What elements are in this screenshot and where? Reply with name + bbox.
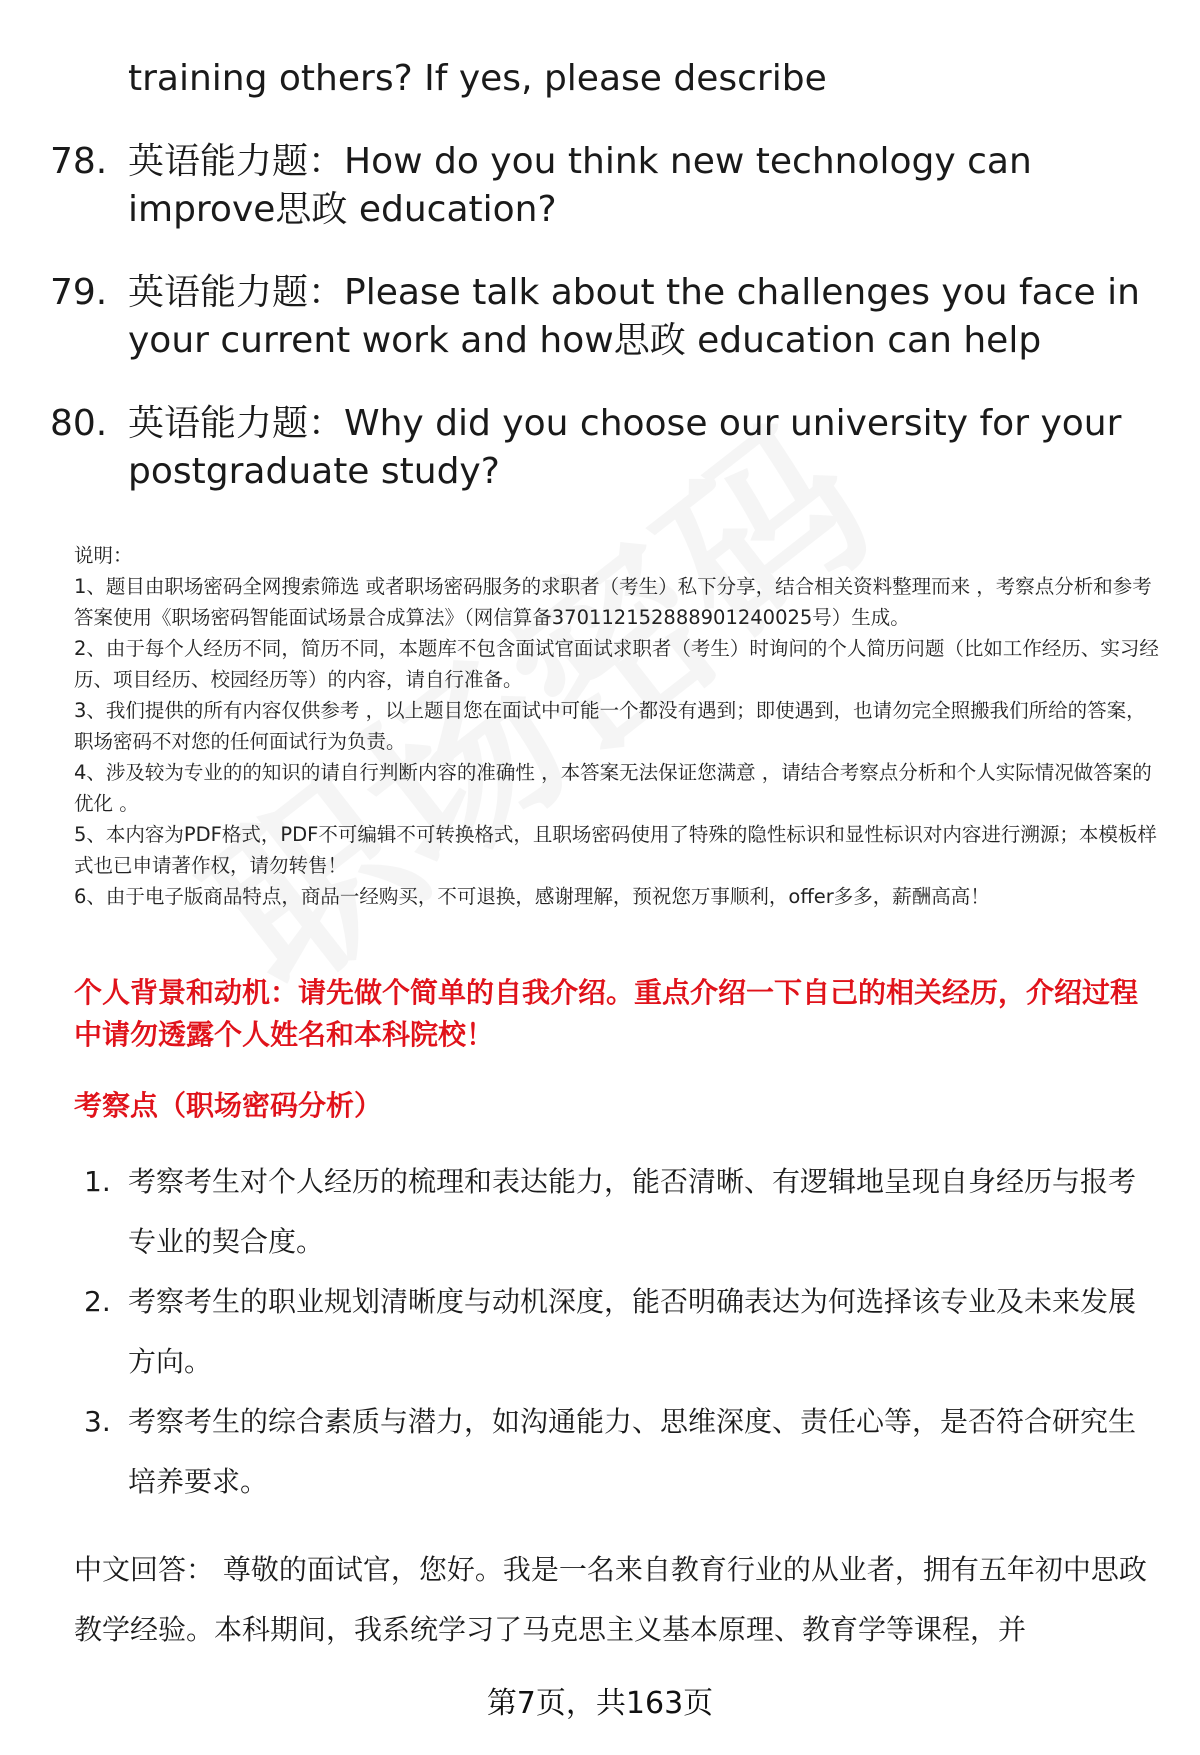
page-number: 第7页，共163页	[486, 1686, 714, 1721]
analysis-point	[74, 1392, 1154, 1512]
point-text: 考察考生的职业规划清晰度与动机深度，能否明确表达为何选择该专业及未来发展方向。	[128, 1285, 1137, 1378]
section-heading: 个人背景和动机：请先做个简单的自我介绍。重点介绍一下自己的相关经历，介绍过程中请勿透露个人姓名和本科院校！	[74, 976, 1139, 1051]
analysis-point	[74, 1152, 1154, 1272]
section-subheading: 考察点（职场密码分析）	[74, 1089, 383, 1122]
question-list	[50, 55, 1170, 531]
notes-line: 6、由于电子版商品特点，商品一经购买，不可退换，感谢理解，预祝您万事顺利，offer多多，薪酬高高！	[74, 885, 990, 908]
question-text: 英语能力题：How do you think new technology can improve思政 education?	[128, 141, 1032, 230]
question-continuation: training others? If yes, please describe	[128, 58, 827, 99]
notes-line: 2、由于每个人经历不同，简历不同，本题库不包含面试官面试求职者（考生）时询问的个人简历问题（比如工作经历、实习经历、项目经历、校园经历等）的内容，请自行准备。	[74, 637, 1159, 691]
analysis-point	[74, 1272, 1154, 1392]
question-number: 79.	[50, 272, 108, 313]
point-number: 1.	[84, 1165, 111, 1198]
notes-line: 5、本内容为PDF格式，PDF不可编辑不可转换格式，且职场密码使用了特殊的隐性标识和显性标识对内容进行溯源；本模板样式也已申请著作权，请勿转售！	[74, 823, 1157, 877]
question-text: 英语能力题：Why did you choose our university for your postgraduate study?	[128, 403, 1122, 492]
question-item	[50, 400, 1170, 496]
point-number: 3.	[84, 1405, 111, 1438]
question-text: 英语能力题：Please talk about the challenges you face in your current work and how思政 education can help	[128, 272, 1140, 361]
notes-block	[74, 540, 1164, 912]
question-item	[50, 138, 1170, 234]
notes-line: 4、涉及较为专业的的知识的请自行判断内容的准确性 ，本答案无法保证您满意 ，请结合考察点分析和个人实际情况做答案的优化 。	[74, 761, 1152, 815]
point-number: 2.	[84, 1285, 111, 1318]
point-text: 考察考生对个人经历的梳理和表达能力，能否清晰、有逻辑地呈现自身经历与报考专业的契合度。	[128, 1165, 1137, 1258]
notes-line: 3、我们提供的所有内容仅供参考 ，以上题目您在面试中可能一个都没有遇到；即使遇到，也请勿完全照搬我们所给的答案，职场密码不对您的任何面试行为负责。	[74, 699, 1146, 753]
question-item	[50, 269, 1170, 365]
notes-line: 1、题目由职场密码全网搜索筛选 或者职场密码服务的求职者（考生）私下分享，结合相关资料整理而来 ，考察点分析和参考答案使用《职场密码智能面试场景合成算法》（网信算备370112152888901240025号）生成。	[74, 575, 1152, 629]
chinese-answer: 中文回答： 尊敬的面试官，您好。我是一名来自教育行业的从业者，拥有五年初中思政教学经验。本科期间，我系统学习了马克思主义基本原理、教育学等课程，并	[74, 1553, 1147, 1646]
notes-title: 说明：	[74, 544, 133, 567]
question-number: 80.	[50, 403, 108, 444]
point-text: 考察考生的综合素质与潜力，如沟通能力、思维深度、责任心等，是否符合研究生培养要求。	[128, 1405, 1137, 1498]
question-number: 78.	[50, 141, 108, 182]
analysis-points	[74, 1152, 1154, 1512]
